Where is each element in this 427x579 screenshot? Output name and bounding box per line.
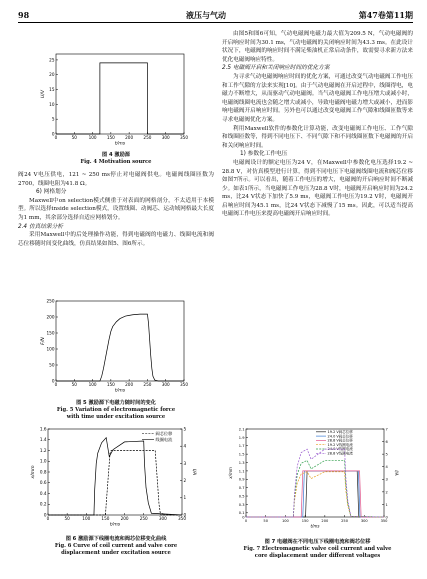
y-tick-label: 0.1	[238, 511, 245, 516]
y-tick-label: 1.7	[238, 444, 245, 449]
paragraph: Maxwell中on selection模式侧重于对表面的网格剖分，不太适用于本模型。所以选择inside selection模式，设置线圈、动阀芯、运动域网格最大长度为1 mm，其余部分选择自适应网格划分。	[18, 197, 214, 221]
x-tick-label: 300	[161, 135, 170, 140]
header-rule	[18, 22, 413, 23]
y-tick-label: 15	[49, 86, 55, 92]
x-tick-label: 200	[125, 135, 134, 140]
legend-label: 线圈电流	[155, 437, 173, 442]
y-tick-label: 0	[51, 378, 55, 384]
figure-5-caption-en-1: Fig. 5 Variation of electromagnetic force	[56, 407, 176, 413]
journal-name: 液压与气动	[186, 11, 226, 20]
figure-5-caption-en-2: with time under excitation source	[66, 414, 166, 420]
y-tick-label: 25	[49, 57, 55, 63]
y2-tick-label: 7	[385, 427, 388, 432]
y-axis-label: U/V	[41, 89, 46, 99]
x-tick-label: 350	[180, 135, 188, 140]
x-tick-label: 350	[180, 382, 188, 387]
left-column-text	[18, 171, 214, 248]
y-tick-label: 1.1	[238, 469, 245, 474]
figure-5-chart	[40, 297, 190, 397]
y-tick-label: 0.4	[39, 490, 47, 496]
y-tick-label: 0.3	[238, 502, 245, 507]
legend-label: 19.2 V阀芯位移	[327, 430, 353, 434]
voltage-series-line	[56, 63, 184, 134]
y-tick-label: 2.1	[238, 427, 245, 432]
y-tick-label: 1.2	[39, 447, 47, 453]
y2-tick-label: 4	[183, 443, 187, 449]
plot-frame	[56, 54, 184, 134]
y2-tick-label: 5	[183, 426, 187, 432]
x-tick-label: 200	[321, 519, 329, 523]
y-tick-label: 1.0	[39, 458, 47, 464]
series-line-2	[246, 471, 384, 517]
paragraph: 为寻求气动电磁阀响应时间的优化方案，可通过改变气动电磁阀工作电压和工作气隙的方法来实现[10]。由于气动电磁阀在开启过程中，线圈得电，电磁力不断增大，从而驱动气动电磁阀。当气动电磁阀工作电压增大或减小时，电磁阀线圈电流也会随之增大或减小，导致电磁阀电磁力增大或减小，进而影响电磁阀开启响应时间。另外也可以通过改变电磁阀工作气隙和线圈匝数等来寻求电磁阀优化方案。	[222, 73, 413, 123]
x-tick-label: 150	[101, 516, 110, 521]
figure-7-chart	[228, 425, 410, 537]
x-tick-label: 0	[54, 135, 58, 140]
figure-5-caption-cn: 图 5 激励源下电磁力随时间的变化	[76, 400, 156, 406]
figure-6-caption-en-2: displacement under excitation source	[61, 550, 171, 556]
plot-frame	[56, 301, 184, 381]
paragraph: 阀24 V电压供电，121 ~ 250 ms停止对电磁阀供电。电磁阀线圈匝数为2700，线圈电阻为41.8 Ω。	[18, 172, 214, 187]
force-series-line	[56, 314, 184, 381]
x-tick-label: 0	[46, 516, 50, 521]
section-heading: 6) 网格划分	[36, 189, 67, 196]
y-tick-label: 100	[46, 346, 55, 352]
y-tick-label: 10	[49, 101, 55, 107]
series-line-0	[48, 451, 182, 516]
y-tick-label: 0.6	[39, 480, 47, 486]
legend-label: 19.2 V线圈电流	[327, 442, 353, 447]
x-axis-label: t/ms	[310, 523, 320, 529]
figure-4-caption-cn: 图 4 激励源	[102, 152, 130, 158]
section-heading: 2.5 电磁阀开启和关闭响应时间的优化方案	[222, 65, 330, 72]
y2-axis-label: I/A	[394, 470, 399, 476]
x-tick-label: 150	[106, 135, 115, 140]
y-tick-label: 0.8	[39, 469, 47, 475]
y-tick-label: 1.9	[238, 435, 245, 440]
legend-label: 28.8 V阀芯位移	[327, 438, 353, 443]
figure-6-caption-en-1: Fig. 6 Curve of coil current and valve core	[54, 543, 178, 549]
x-tick-label: 150	[301, 519, 309, 523]
x-tick-label: 100	[88, 135, 97, 140]
series-line-1	[246, 471, 384, 517]
x-tick-label: 300	[161, 382, 170, 387]
figure-6-caption	[18, 536, 214, 557]
figure-6-caption-cn: 图 6 激励源下线圈电流和阀芯位移变化曲线	[65, 536, 167, 542]
y-tick-label: 0	[43, 512, 47, 518]
legend-label: 24.0 V阀芯位移	[327, 434, 353, 439]
volume-issue: 第47卷第11期	[358, 10, 413, 20]
x-tick-label: 100	[82, 516, 91, 521]
y-tick-label: 0	[242, 515, 245, 520]
legend-label: 28.8 V线圈电流	[327, 451, 353, 456]
y-axis-label: F/N	[41, 337, 46, 345]
x-tick-label: 350	[178, 516, 186, 521]
legend-label: 24.0 V线圈电流	[327, 447, 353, 452]
x-tick-label: 50	[64, 516, 70, 521]
y2-axis-label: I/A	[191, 468, 196, 476]
figure-4-chart	[40, 50, 190, 150]
figure-4-caption-en: Fig. 4 Motivation source	[80, 159, 152, 165]
y2-tick-label: 0	[183, 512, 187, 518]
paragraph: 电磁阀设计的额定电压为24 V，在Maxwell中参数化电压选择19.2 ~ 28.8 V，对仿真模型进行计算，得到不同电压下电磁阀线圈电流和阀芯位移如图7所示。可以看出，随着工作电压的增大，电磁阀的开启响应时间不断减少。如表1所示，当电磁阀工作电压为28.8 V时，电磁阀开启响应时间为24.2 ms，比24 V状态下加快了5.9 ms，电磁阀工作电压为19.2 V时，电磁阀开启响应时间为45.1 ms，比24 V状态下减慢了15 ms。因此，可以适当提高电磁阀工作电压来提高电磁阀开启响应时间。	[222, 159, 413, 218]
y-tick-label: 150	[46, 330, 55, 336]
x-axis-label: t/ms	[109, 522, 121, 528]
y2-tick-label: 5	[385, 452, 388, 457]
x-tick-label: 200	[120, 516, 129, 521]
y2-tick-label: 6	[385, 439, 388, 444]
y-tick-label: 250	[46, 298, 55, 304]
figure-5-caption	[18, 400, 214, 421]
figure-7-caption-cn: 图 7 电磁阀在不同电压下线圈电流和阀芯位移	[264, 539, 371, 545]
y-axis-label: x/mm	[31, 465, 36, 479]
x-tick-label: 100	[88, 382, 97, 387]
paragraph: 由图5和图6可知，气动电磁阀电磁力最大值为209.5 N，气动电磁阀的开启响应时间为30.1 ms，气动电磁阀的关闭响应时间为43.3 ms。在此设计状况下，电磁阀的响应时间不满足柴油机正常启动条件，故需要寻求新方法来优化电磁阀响应特性。	[222, 31, 413, 63]
x-axis-label: t/ms	[114, 141, 126, 147]
x-tick-label: 150	[106, 382, 115, 387]
y-tick-label: 0.9	[238, 477, 245, 482]
paragraph: 利用Maxwell软件的参数化计算功能，改变电磁阀工作电压、工作气隙和线圈匝数等，得到不同电压下、不同气隙下和不同线圈匝数下电磁阀的开启和关闭响应时间。	[222, 125, 413, 149]
y2-tick-label: 3	[385, 477, 388, 482]
x-tick-label: 50	[263, 519, 269, 523]
y-tick-label: 0.7	[238, 486, 245, 491]
series-line-1	[48, 438, 182, 515]
figure-4-caption	[18, 152, 214, 166]
y-tick-label: 0.5	[238, 494, 245, 499]
x-axis-label: t/ms	[114, 388, 126, 394]
section-heading: 2.4 仿真结果分析	[18, 223, 63, 230]
figure-7-caption-en-1: Fig. 7 Electromagnetic valve coil current and valve	[243, 546, 392, 552]
plot-frame	[246, 429, 384, 517]
y-axis-label: x/mm	[228, 467, 233, 479]
x-tick-label: 200	[125, 382, 134, 387]
x-tick-label: 0	[244, 519, 248, 523]
legend-label: 阀芯位移	[155, 431, 173, 436]
series-line-0	[246, 471, 384, 517]
y2-tick-label: 1	[183, 495, 187, 501]
y2-tick-label: 2	[183, 478, 187, 483]
x-tick-label: 300	[158, 516, 167, 521]
paragraph: 采用Maxwell中的后处理操作功能，得到电磁阀的电磁力、线圈电流和阀芯位移随时间变化曲线，仿真结果如图5、图6所示。	[18, 232, 214, 247]
x-tick-label: 250	[341, 519, 349, 523]
y-tick-label: 50	[49, 362, 55, 368]
x-tick-label: 100	[281, 519, 289, 523]
figure-7-caption	[222, 539, 413, 560]
figure-6-chart	[30, 425, 208, 533]
y-tick-label: 1.3	[238, 460, 245, 465]
x-tick-label: 250	[139, 516, 148, 521]
y2-tick-label: 3	[183, 460, 187, 466]
x-tick-label: 250	[143, 382, 152, 387]
y-tick-label: 20	[49, 72, 55, 78]
x-tick-label: 0	[54, 382, 58, 387]
y-tick-label: 5	[51, 116, 55, 122]
series-line-4	[246, 460, 384, 517]
series-line-5	[246, 449, 384, 517]
y-tick-label: 0.2	[39, 501, 47, 507]
figure-7-caption-en-2: core displacement under different voltages	[254, 553, 381, 559]
page-number: 98	[18, 10, 30, 20]
y2-tick-label: 0	[385, 515, 388, 520]
right-column-text	[222, 30, 413, 219]
y-tick-label: 0	[51, 131, 55, 137]
y-tick-label: 1.6	[39, 426, 47, 432]
section-heading: 1) 参数化工作电压	[240, 151, 288, 158]
y-tick-label: 1.5	[238, 452, 245, 457]
x-tick-label: 350	[380, 519, 388, 523]
y-tick-label: 1.4	[39, 437, 47, 443]
x-tick-label: 50	[71, 382, 77, 387]
x-tick-label: 50	[71, 135, 77, 140]
series-line-3	[246, 472, 384, 517]
x-tick-label: 250	[143, 135, 152, 140]
y2-tick-label: 1	[385, 502, 388, 507]
y2-tick-label: 2	[385, 490, 388, 495]
y2-tick-label: 4	[385, 465, 388, 470]
y-tick-label: 200	[46, 314, 55, 320]
x-tick-label: 300	[360, 519, 368, 523]
